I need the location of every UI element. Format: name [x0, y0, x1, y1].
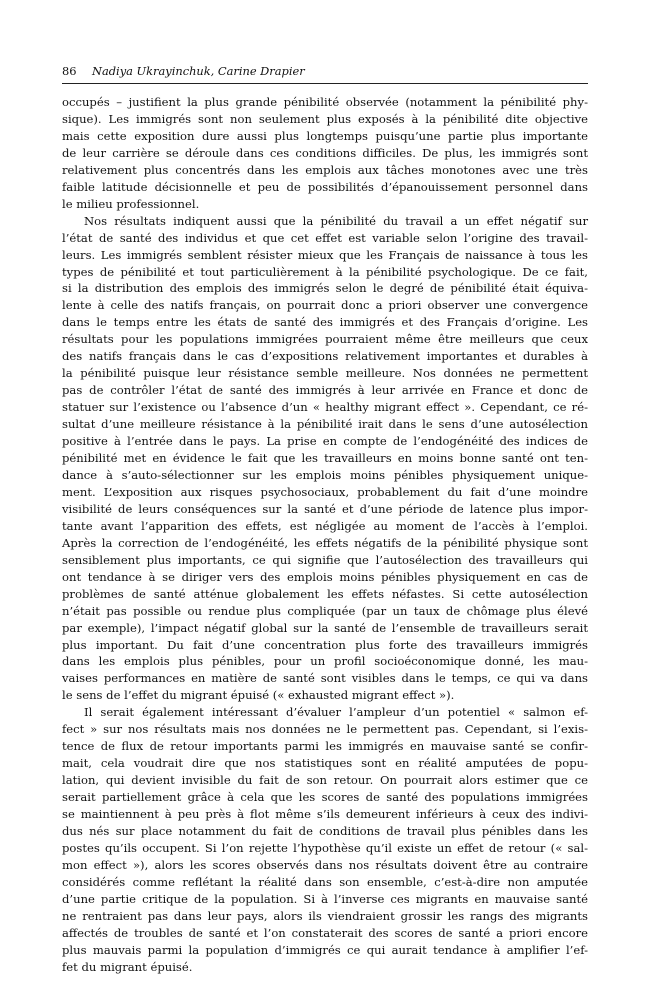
text-line: si la distribution des emplois des immigrés selon le degré de pénibilité était équiva-: [62, 281, 588, 296]
text-line: d’une partie critique de la population. Si à l’inverse ces migrants en mauvaise santé: [62, 891, 588, 906]
text-line: le sens de l’effet du migrant épuisé (« exhausted migrant effect »).: [62, 688, 455, 703]
text-line: dans le temps entre les états de santé des immigrés et des Français d’origine. Les: [62, 315, 588, 330]
text-line: pas de contrôler l’état de santé des immigrés à leur arrivée en France et donc de: [62, 383, 588, 398]
text-line: vaises performances en matière de santé sont visibles dans le temps, ce qui va dans: [62, 671, 588, 686]
running-head-authors: Nadiya Ukrayinchuk, Carine Drapier: [92, 64, 305, 78]
text-line: dus nés sur place notamment du fait de conditions de travail plus pénibles dans les: [62, 823, 588, 838]
text-line: Il serait également intéressant d’évaluer l’ampleur d’un potentiel « salmon ef-: [84, 705, 588, 720]
text-line: mait, cela voudrait dire que nos statistiques sont en réalité amputées de popu-: [62, 756, 588, 771]
body-text: [62, 94, 588, 976]
text-line: Après la correction de l’endogénéité, les effets négatifs de la pénibilité physique sont: [62, 535, 588, 550]
text-line: ment. L’exposition aux risques psychosociaux, probablement du fait d’une moindre: [62, 484, 588, 499]
text-line: relativement plus concentrés dans les emplois aux tâches monotones avec une très: [62, 162, 588, 177]
text-line: postes qu’ils occupent. Si l’on rejette l’hypothèse qu’il existe un effet de retour (« sal-: [62, 840, 588, 855]
text-line: considérés comme reflétant la réalité dans son ensemble, c’est-à-dire non amputée: [62, 874, 588, 889]
text-line: serait partiellement grâce à cela que les scores de santé des populations immigrées: [62, 790, 588, 805]
text-line: pénibilité met en évidence le fait que les travailleurs en moins bonne santé ont ten-: [62, 451, 588, 466]
running-head: [62, 62, 588, 80]
text-line: sensiblement plus importants, ce qui signifie que l’autosélection des travailleurs qui: [62, 552, 588, 567]
text-line: par exemple), l’impact négatif global sur la santé de l’ensemble de travailleurs serait: [62, 620, 588, 635]
text-line: plus mauvais parmi la population d’immigrés ce qui aurait tendance à amplifier l’ef-: [62, 942, 588, 957]
text-line: résultats pour les populations immigrées pourraient même être meilleurs que ceux: [62, 332, 588, 347]
page: [62, 62, 588, 976]
text-line: fet du migrant épuisé.: [62, 959, 193, 974]
text-line: lente à celle des natifs français, on pourrait donc a priori observer une convergence: [62, 298, 588, 313]
text-line: de leur carrière se déroule dans ces conditions difficiles. De plus, les immigrés sont: [62, 145, 588, 160]
text-line: des natifs français dans le cas d’expositions relativement importantes et durables à: [62, 349, 588, 364]
text-line: sultat d’une meilleure résistance à la pénibilité irait dans le sens d’une autosélection: [62, 417, 588, 432]
text-line: mon effect »), alors les scores observés dans nos résultats doivent être au contraire: [62, 857, 588, 872]
text-line: visibilité de leurs conséquences sur la santé et d’une période de latence plus impor-: [62, 501, 588, 516]
text-line: la pénibilité puisque leur résistance semble meilleure. Nos données ne permettent: [62, 366, 588, 381]
text-line: n’était pas possible ou rendue plus compliquée (par un taux de chômage plus élevé: [62, 603, 588, 618]
text-line: positive à l’entrée dans le pays. La prise en compte de l’endogénéité des indices de: [62, 434, 588, 449]
text-line: problèmes de santé atténue globalement les effets néfastes. Si cette autosélection: [62, 586, 588, 601]
text-line: faible latitude décisionnelle et peu de possibilités d’épanouissement personnel dans: [62, 179, 588, 194]
text-line: tante avant l’apparition des effets, est négligée au moment de l’accès à l’emploi.: [62, 518, 588, 533]
text-line: Nos résultats indiquent aussi que la pénibilité du travail a un effet négatif sur: [84, 213, 588, 228]
header-rule: [62, 83, 588, 84]
text-line: sique). Les immigrés sont non seulement plus exposés à la pénibilité dite objective: [62, 111, 588, 126]
text-line: se maintiennent à peu près à flot même s’ils demeurent inférieurs à ceux des indivi-: [62, 807, 588, 822]
text-line: leurs. Les immigrés semblent résister mieux que les Français de naissance à tous les: [62, 247, 588, 262]
text-line: l’état de santé des individus et que cet effet est variable selon l’origine des travail-: [62, 230, 588, 245]
page-number: 86: [62, 64, 77, 78]
text-line: tence de flux de retour importants parmi les immigrés en mauvaise santé se confir-: [62, 739, 588, 754]
text-line: dans les emplois plus pénibles, pour un profil socioéconomique donné, les mau-: [62, 654, 588, 669]
text-line: types de pénibilité et tout particulièrement à la pénibilité psychologique. De ce fait,: [62, 264, 588, 279]
text-line: plus important. Du fait d’une concentration plus forte des travailleurs immigrés: [62, 637, 588, 652]
text-line: affectés de troubles de santé et l’on constaterait des scores de santé a priori encore: [62, 925, 588, 940]
text-line: ne rentraient pas dans leur pays, alors ils viendraient grossir les rangs des migrants: [62, 908, 588, 923]
text-line: statuer sur l’existence ou l’absence d’un « healthy migrant effect ». Cependant, ce ré-: [62, 400, 588, 415]
text-line: dance à s’auto-sélectionner sur les emplois moins pénibles physiquement unique-: [62, 467, 588, 482]
text-line: fect » sur nos résultats mais nos données ne le permettent pas. Cependant, si l’exis-: [62, 722, 588, 737]
text-line: occupés – justifient la plus grande pénibilité observée (notamment la pénibilité phy-: [62, 95, 588, 109]
text-line: le milieu professionnel.: [62, 196, 200, 211]
text-line: lation, qui devient invisible du fait de son retour. On pourrait alors estimer que ce: [62, 773, 588, 788]
text-line: ont tendance à se diriger vers des emplois moins pénibles physiquement en cas de: [62, 569, 588, 584]
text-line: mais cette exposition dure aussi plus longtemps puisqu’une partie plus importante: [62, 128, 588, 143]
